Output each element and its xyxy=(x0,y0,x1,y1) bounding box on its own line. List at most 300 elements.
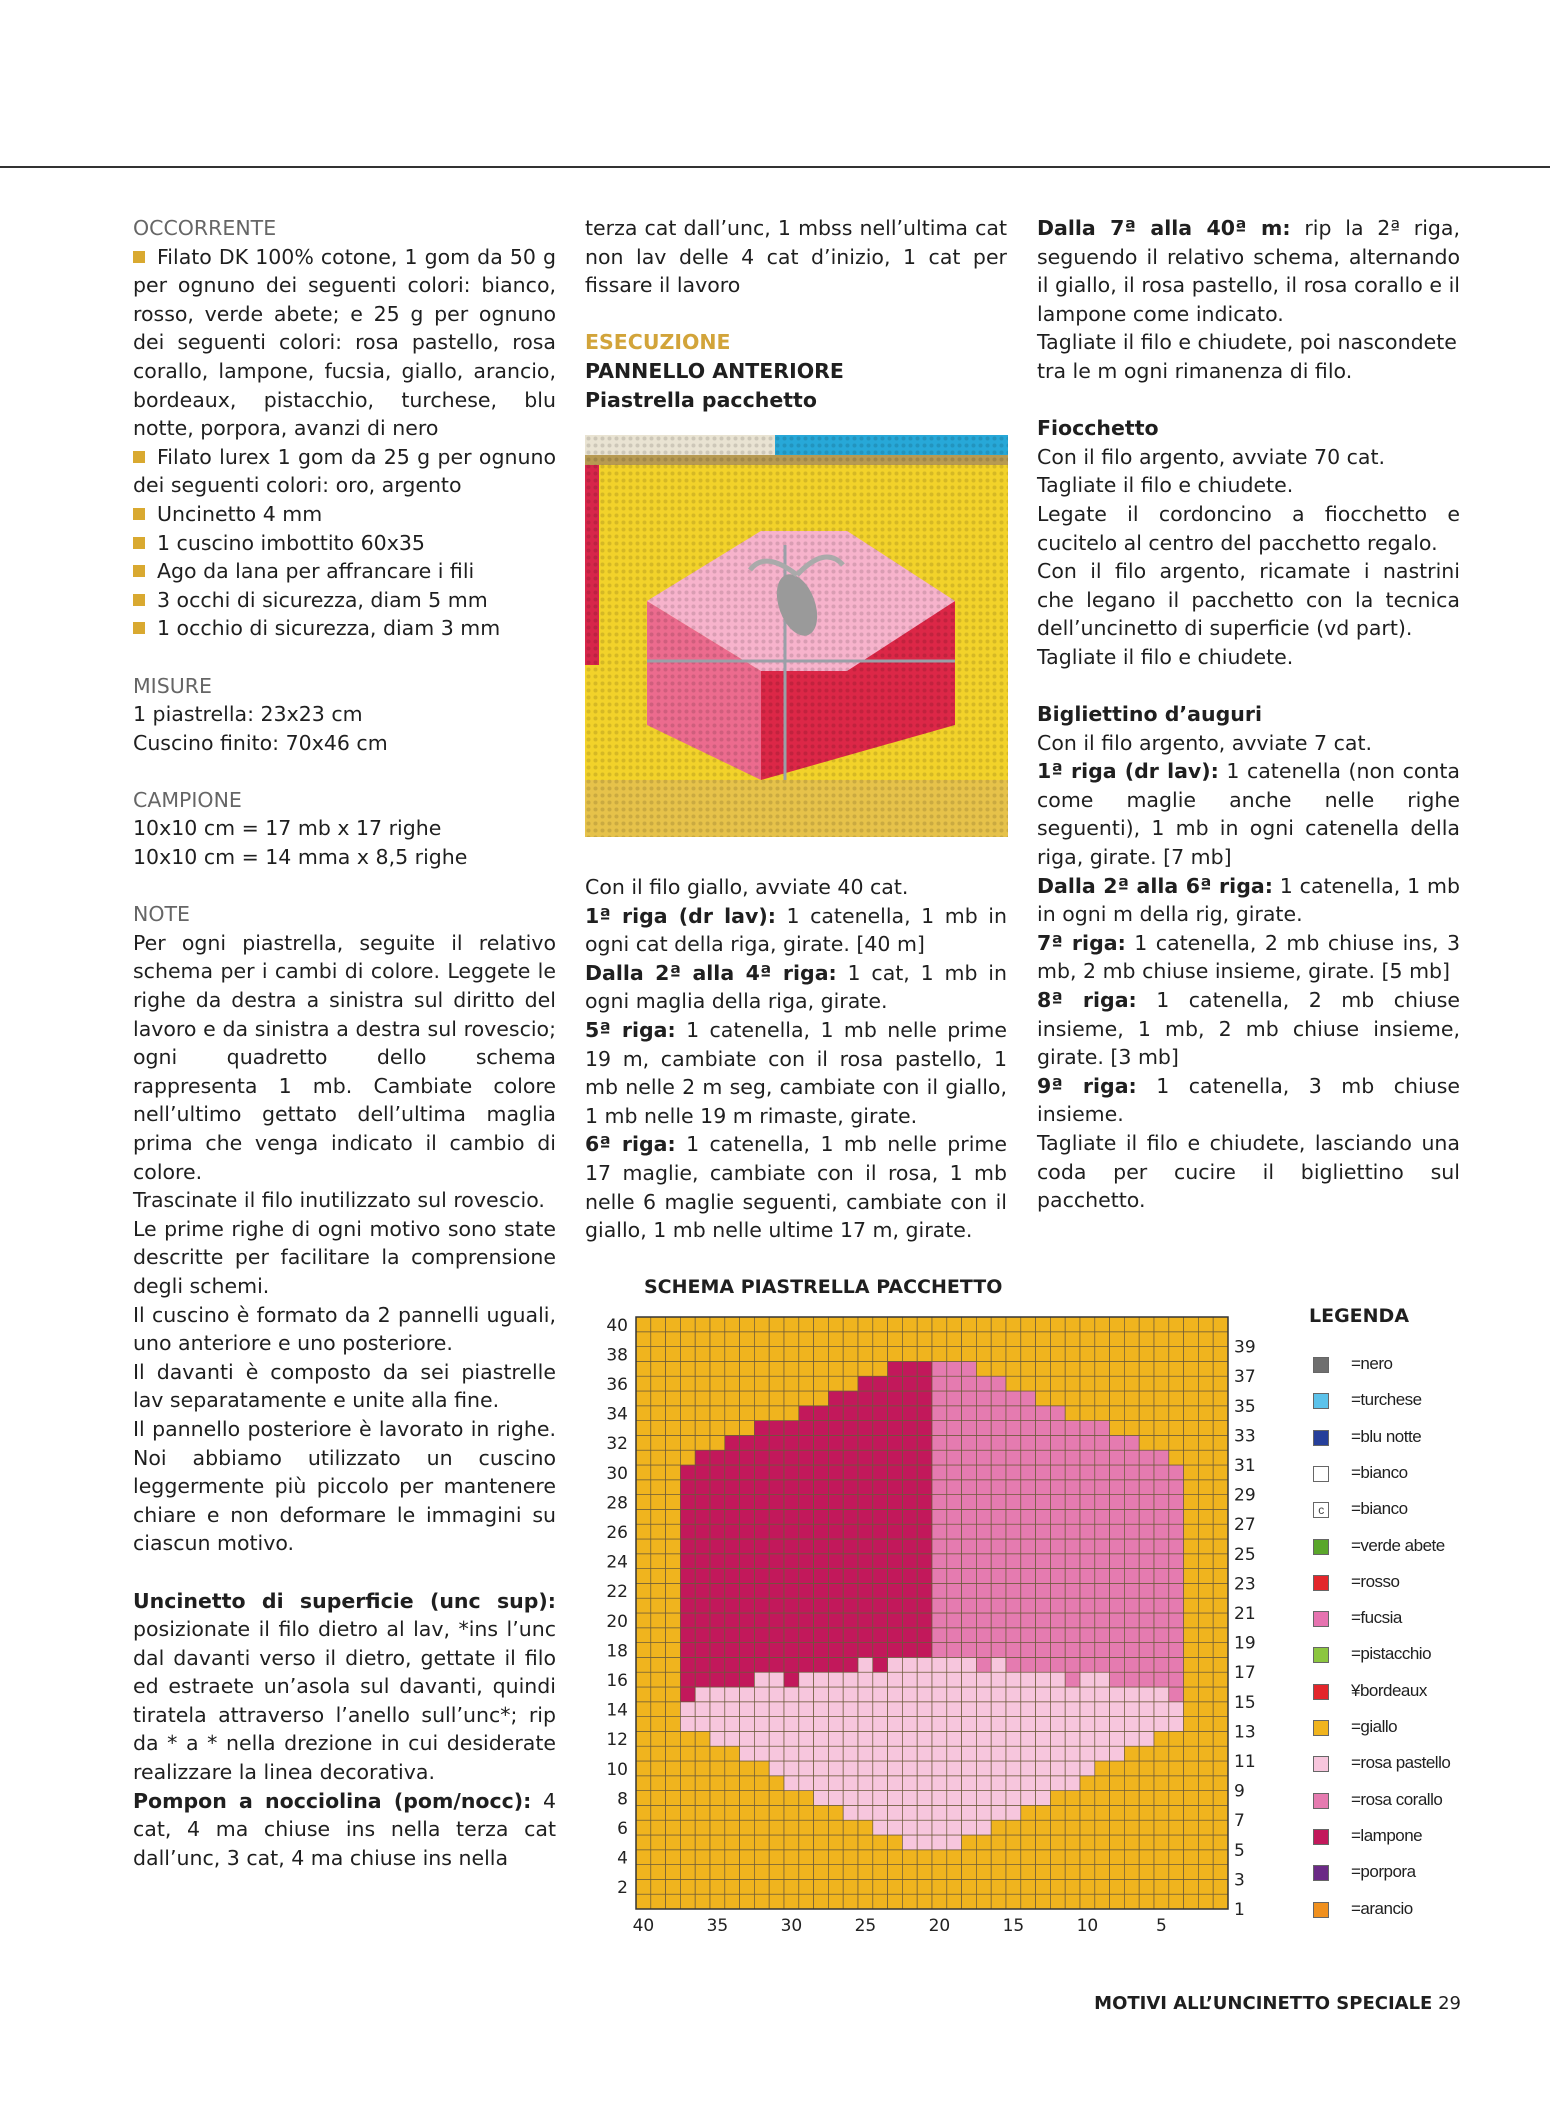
chart-cell xyxy=(873,1894,888,1909)
chart-cell xyxy=(888,1672,903,1687)
chart-cell xyxy=(1124,1598,1139,1613)
chart-cell xyxy=(1198,1643,1213,1658)
chart-cell xyxy=(1154,1361,1169,1376)
chart-cell xyxy=(873,1717,888,1732)
chart-cell xyxy=(962,1376,977,1391)
chart-cell xyxy=(1184,1569,1199,1584)
chart-cell xyxy=(636,1524,651,1539)
chart-cell xyxy=(740,1406,755,1421)
chart-cell xyxy=(651,1509,666,1524)
chart-cell xyxy=(769,1554,784,1569)
chart-cell xyxy=(962,1643,977,1658)
chart-cell xyxy=(1036,1702,1051,1717)
chart-cell xyxy=(947,1672,962,1687)
chart-cell xyxy=(873,1539,888,1554)
chart-cell xyxy=(1050,1894,1065,1909)
chart-cell xyxy=(1139,1539,1154,1554)
chart-cell xyxy=(1065,1791,1080,1806)
chart-cell xyxy=(932,1332,947,1347)
legend-label: =fucsia xyxy=(1351,1608,1402,1628)
chart-cell xyxy=(814,1391,829,1406)
chart-cell xyxy=(769,1465,784,1480)
row-instruction: Dalla 7ª alla 40ª m: rip la 2ª riga, seguendo il relativo schema, alternando il giallo, il rosa pastello, il rosa corallo e il lampone come indicato. xyxy=(1037,216,1460,326)
chart-cell xyxy=(917,1702,932,1717)
chart-cell xyxy=(725,1569,740,1584)
chart-cell xyxy=(947,1583,962,1598)
chart-cell xyxy=(636,1879,651,1894)
chart-cell xyxy=(784,1672,799,1687)
chart-cell xyxy=(814,1791,829,1806)
chart-cell xyxy=(1065,1850,1080,1865)
chart-cell xyxy=(1080,1421,1095,1436)
chart-cell xyxy=(666,1361,681,1376)
chart-cell xyxy=(902,1361,917,1376)
chart-cell xyxy=(636,1465,651,1480)
chart-cell xyxy=(651,1317,666,1332)
chart-cell xyxy=(1095,1347,1110,1362)
chart-cell xyxy=(1021,1687,1036,1702)
chart-cell xyxy=(710,1539,725,1554)
chart-cell xyxy=(888,1361,903,1376)
chart-cell xyxy=(1050,1731,1065,1746)
chart-cell xyxy=(769,1791,784,1806)
chart-cell xyxy=(680,1643,695,1658)
chart-cell xyxy=(710,1376,725,1391)
chart-cell xyxy=(666,1702,681,1717)
chart-cell xyxy=(725,1554,740,1569)
chart-row-label: 34 xyxy=(606,1404,628,1425)
chart-cell xyxy=(695,1894,710,1909)
chart-cell xyxy=(947,1702,962,1717)
chart-cell xyxy=(932,1480,947,1495)
chart-cell xyxy=(991,1820,1006,1835)
chart-cell xyxy=(680,1879,695,1894)
chart-cell xyxy=(917,1495,932,1510)
chart-cell xyxy=(843,1361,858,1376)
chart-cell xyxy=(1184,1317,1199,1332)
chart-cell xyxy=(902,1421,917,1436)
chart-cell xyxy=(991,1628,1006,1643)
chart-cell xyxy=(1110,1554,1125,1569)
chart-cell xyxy=(991,1717,1006,1732)
chart-cell xyxy=(1154,1495,1169,1510)
chart-cell xyxy=(784,1835,799,1850)
chart-cell xyxy=(1110,1791,1125,1806)
chart-cell xyxy=(1036,1791,1051,1806)
chart-cell xyxy=(1139,1583,1154,1598)
chart-cell xyxy=(873,1524,888,1539)
chart-cell xyxy=(695,1554,710,1569)
legend-label: =blu notte xyxy=(1351,1426,1422,1446)
chart-cell xyxy=(725,1613,740,1628)
chart-cell xyxy=(1110,1613,1125,1628)
chart-cell xyxy=(1021,1820,1036,1835)
chart-cell xyxy=(754,1805,769,1820)
chart-cell xyxy=(740,1865,755,1880)
chart-cell xyxy=(799,1761,814,1776)
chart-cell xyxy=(725,1702,740,1717)
chart-cell xyxy=(1080,1598,1095,1613)
chart-cell xyxy=(1021,1332,1036,1347)
chart-cell xyxy=(754,1865,769,1880)
chart-row-label: 2 xyxy=(617,1878,628,1899)
note-paragraph: Il cuscino è formato da 2 pannelli uguali, uno anteriore e uno posteriore. xyxy=(133,1302,556,1356)
campione-line: 10x10 cm = 17 mb x 17 righe xyxy=(133,816,442,841)
chart-cell xyxy=(799,1672,814,1687)
chart-cell xyxy=(917,1672,932,1687)
chart-cell xyxy=(754,1450,769,1465)
chart-cell xyxy=(680,1524,695,1539)
chart-cell xyxy=(1080,1746,1095,1761)
chart-cell xyxy=(962,1731,977,1746)
legend-label: =turchese xyxy=(1351,1390,1422,1410)
chart-cell xyxy=(962,1509,977,1524)
chart-cell xyxy=(1021,1421,1036,1436)
chart-cell xyxy=(962,1421,977,1436)
chart-cell xyxy=(1050,1820,1065,1835)
chart-cell xyxy=(1184,1509,1199,1524)
chart-cell xyxy=(902,1347,917,1362)
chart-cell xyxy=(636,1554,651,1569)
chart-cell xyxy=(1124,1524,1139,1539)
chart-cell xyxy=(858,1569,873,1584)
chart-cell xyxy=(1036,1717,1051,1732)
chart-cell xyxy=(725,1717,740,1732)
chart-cell xyxy=(695,1865,710,1880)
chart-cell xyxy=(725,1657,740,1672)
chart-cell xyxy=(740,1805,755,1820)
chart-cell xyxy=(947,1554,962,1569)
chart-cell xyxy=(1198,1465,1213,1480)
chart-cell xyxy=(873,1347,888,1362)
legend-label: =bianco xyxy=(1351,1499,1408,1519)
chart-cell xyxy=(1124,1865,1139,1880)
chart-cell xyxy=(769,1850,784,1865)
chart-cell xyxy=(666,1569,681,1584)
chart-cell xyxy=(1184,1865,1199,1880)
chart-cell xyxy=(858,1746,873,1761)
chart-cell xyxy=(666,1776,681,1791)
chart-cell xyxy=(1139,1894,1154,1909)
chart-cell xyxy=(873,1480,888,1495)
legend-swatch xyxy=(1313,1865,1329,1881)
chart-cell xyxy=(666,1465,681,1480)
chart-cell xyxy=(1036,1583,1051,1598)
chart-cell xyxy=(1095,1879,1110,1894)
chart-cell xyxy=(1213,1598,1228,1613)
chart-cell xyxy=(1198,1347,1213,1362)
chart-cell xyxy=(1065,1450,1080,1465)
chart-cell xyxy=(1154,1687,1169,1702)
chart-cell xyxy=(636,1672,651,1687)
chart-cell xyxy=(710,1776,725,1791)
chart-cell xyxy=(666,1480,681,1495)
chart-cell xyxy=(769,1361,784,1376)
chart-cell xyxy=(932,1391,947,1406)
chart-cell xyxy=(666,1761,681,1776)
chart-col-label: 15 xyxy=(1002,1916,1025,1936)
chart-cell xyxy=(1036,1643,1051,1658)
chart-cell xyxy=(636,1376,651,1391)
chart-cell xyxy=(1110,1865,1125,1880)
chart-cell xyxy=(843,1524,858,1539)
chart-cell xyxy=(651,1835,666,1850)
chart-cell xyxy=(858,1539,873,1554)
chart-cell xyxy=(888,1598,903,1613)
chart-cell xyxy=(1006,1835,1021,1850)
chart-cell xyxy=(1080,1791,1095,1806)
chart-cell xyxy=(976,1421,991,1436)
chart-cell xyxy=(1080,1539,1095,1554)
chart-cell xyxy=(888,1332,903,1347)
chart-cell xyxy=(1050,1865,1065,1880)
chart-row-label: 22 xyxy=(606,1582,628,1603)
chart-cell xyxy=(1110,1776,1125,1791)
section-head-piastrella: Piastrella pacchetto xyxy=(585,387,817,412)
chart-cell xyxy=(740,1554,755,1569)
chart-cell xyxy=(1213,1613,1228,1628)
fiocchetto-line: Con il filo argento, ricamate i nastrini che legano il pacchetto con la tecnica dell’uncinetto di superficie (vd part). xyxy=(1037,559,1460,641)
chart-cell xyxy=(991,1865,1006,1880)
chart-cell xyxy=(725,1850,740,1865)
chart-cell xyxy=(843,1643,858,1658)
chart-cell xyxy=(873,1687,888,1702)
chart-cell xyxy=(888,1524,903,1539)
chart-cell xyxy=(858,1835,873,1850)
chart-cell xyxy=(976,1495,991,1510)
chart-cell xyxy=(814,1613,829,1628)
fiocchetto-line: Legate il cordoncino a fiocchetto e cucitelo al centro del pacchetto regalo. xyxy=(1037,501,1460,555)
chart-cell xyxy=(843,1776,858,1791)
chart-cell xyxy=(873,1791,888,1806)
chart-cell xyxy=(1080,1376,1095,1391)
chart-cell xyxy=(1095,1361,1110,1376)
chart-row-label: 18 xyxy=(606,1641,628,1662)
chart-cell xyxy=(1006,1554,1021,1569)
chart-cell xyxy=(1095,1332,1110,1347)
chart-cell xyxy=(814,1717,829,1732)
chart-cell xyxy=(1184,1583,1199,1598)
pom-nocc-continued: terza cat dall’unc, 1 mbss nell’ultima cat non lav delle 4 cat d’inizio, 1 cat per fissare il lavoro xyxy=(585,216,1007,298)
chart-cell xyxy=(1169,1613,1184,1628)
chart-cell xyxy=(1095,1539,1110,1554)
chart-cell xyxy=(902,1450,917,1465)
chart-cell xyxy=(1184,1450,1199,1465)
chart-cell xyxy=(932,1465,947,1480)
chart-cell xyxy=(1139,1746,1154,1761)
chart-cell xyxy=(1036,1480,1051,1495)
chart-cell xyxy=(680,1376,695,1391)
chart-cell xyxy=(651,1850,666,1865)
chart-cell xyxy=(636,1361,651,1376)
chart-cell xyxy=(636,1835,651,1850)
chart-cell xyxy=(1110,1643,1125,1658)
chart-cell xyxy=(843,1865,858,1880)
chart-cell xyxy=(1006,1421,1021,1436)
chart-row-label: 40 xyxy=(606,1315,628,1336)
chart-cell xyxy=(1050,1746,1065,1761)
chart-cell xyxy=(769,1805,784,1820)
chart-cell xyxy=(1139,1406,1154,1421)
chart-cell xyxy=(1021,1391,1036,1406)
chart-cell xyxy=(1006,1657,1021,1672)
chart-cell xyxy=(873,1643,888,1658)
chart-cell xyxy=(1065,1702,1080,1717)
chart-cell xyxy=(814,1435,829,1450)
chart-cell xyxy=(636,1791,651,1806)
chart-cell xyxy=(754,1731,769,1746)
chart-cell xyxy=(680,1850,695,1865)
row-instruction: 1ª riga (dr lav): 1 catenella, 1 mb in ogni cat della riga, girate. [40 m] xyxy=(585,903,1007,957)
chart-cell xyxy=(695,1761,710,1776)
chart-cell xyxy=(666,1332,681,1347)
chart-cell xyxy=(799,1791,814,1806)
chart-cell xyxy=(769,1569,784,1584)
chart-cell xyxy=(725,1791,740,1806)
chart-cell xyxy=(1006,1613,1021,1628)
chart-cell xyxy=(651,1702,666,1717)
chart-cell xyxy=(902,1435,917,1450)
chart-cell xyxy=(666,1539,681,1554)
row-instruction: 9ª riga: 1 catenella, 3 mb chiuse insieme. xyxy=(1037,1073,1460,1127)
chart-cell xyxy=(1095,1791,1110,1806)
chart-cell xyxy=(1065,1894,1080,1909)
chart-cell xyxy=(947,1347,962,1362)
chart-cell xyxy=(1198,1524,1213,1539)
chart-cell xyxy=(1021,1672,1036,1687)
chart-cell xyxy=(1169,1376,1184,1391)
chart-cell xyxy=(784,1761,799,1776)
chart-cell xyxy=(1124,1657,1139,1672)
chart-cell xyxy=(1110,1450,1125,1465)
chart-cell xyxy=(843,1628,858,1643)
chart-cell xyxy=(740,1524,755,1539)
chart-cell xyxy=(814,1332,829,1347)
chart-cell xyxy=(1036,1554,1051,1569)
chart-cell xyxy=(1006,1820,1021,1835)
chart-cell xyxy=(843,1805,858,1820)
chart-cell xyxy=(814,1480,829,1495)
chart-cell xyxy=(1006,1391,1021,1406)
chart-cell xyxy=(680,1687,695,1702)
photo-gift-tile xyxy=(585,435,1008,837)
material-item: Filato lurex 1 gom da 25 g per ognuno dei seguenti colori: oro, argento xyxy=(133,444,556,498)
chart-cell xyxy=(725,1820,740,1835)
chart-cell xyxy=(710,1628,725,1643)
chart-cell xyxy=(710,1657,725,1672)
legend-swatch xyxy=(1313,1466,1329,1482)
chart-cell xyxy=(858,1317,873,1332)
chart-cell xyxy=(1095,1776,1110,1791)
chart-cell xyxy=(695,1598,710,1613)
chart-cell xyxy=(962,1717,977,1732)
chart-cell xyxy=(976,1376,991,1391)
chart-cell xyxy=(1139,1672,1154,1687)
chart-cell xyxy=(1154,1569,1169,1584)
chart-cell xyxy=(799,1805,814,1820)
chart-cell xyxy=(962,1495,977,1510)
material-item: 1 occhio di sicurezza, diam 3 mm xyxy=(133,614,556,643)
chart-cell xyxy=(888,1687,903,1702)
chart-cell xyxy=(1021,1435,1036,1450)
chart-cell xyxy=(680,1894,695,1909)
chart-cell xyxy=(1198,1317,1213,1332)
chart-cell xyxy=(1110,1435,1125,1450)
chart-cell xyxy=(1184,1465,1199,1480)
chart-cell xyxy=(843,1672,858,1687)
chart-cell xyxy=(858,1628,873,1643)
chart-cell xyxy=(888,1746,903,1761)
chart-cell xyxy=(873,1509,888,1524)
chart-cell xyxy=(858,1687,873,1702)
row-instruction: Dalla 2ª alla 6ª riga: 1 catenella, 1 mb in ogni m della rig, girate. xyxy=(1037,873,1460,927)
chart-cell xyxy=(1110,1539,1125,1554)
chart-cell xyxy=(799,1361,814,1376)
chart-cell xyxy=(1124,1361,1139,1376)
chart-cell xyxy=(636,1865,651,1880)
chart-cell xyxy=(917,1539,932,1554)
chart-cell xyxy=(1080,1835,1095,1850)
chart-cell xyxy=(932,1672,947,1687)
chart-cell xyxy=(1006,1539,1021,1554)
chart-cell xyxy=(725,1376,740,1391)
chart-cell xyxy=(917,1865,932,1880)
chart-row-label: 10 xyxy=(606,1759,628,1780)
chart-col-label: 35 xyxy=(706,1916,729,1936)
chart-cell xyxy=(1036,1687,1051,1702)
chart-cell xyxy=(1154,1613,1169,1628)
note-paragraph: Il davanti è composto da sei piastrelle lav separatamente e unite alla fine. xyxy=(133,1359,556,1413)
chart-cell xyxy=(947,1480,962,1495)
chart-cell xyxy=(651,1480,666,1495)
chart-cell xyxy=(1139,1835,1154,1850)
legend-swatch xyxy=(1313,1684,1329,1700)
chart-cell xyxy=(932,1702,947,1717)
chart-cell xyxy=(1006,1376,1021,1391)
chart-cell xyxy=(1184,1731,1199,1746)
chart-cell xyxy=(828,1628,843,1643)
chart-cell xyxy=(888,1450,903,1465)
chart-cell xyxy=(873,1672,888,1687)
chart-cell xyxy=(1139,1554,1154,1569)
chart-cell xyxy=(1184,1746,1199,1761)
chart-cell xyxy=(754,1539,769,1554)
chart-cell xyxy=(769,1879,784,1894)
chart-cell xyxy=(710,1731,725,1746)
chart-cell xyxy=(1080,1435,1095,1450)
chart-cell xyxy=(1006,1317,1021,1332)
chart-row-label: 33 xyxy=(1234,1426,1256,1447)
chart-cell xyxy=(976,1450,991,1465)
chart-cell xyxy=(991,1643,1006,1658)
chart-cell xyxy=(991,1539,1006,1554)
chart-cell xyxy=(1065,1376,1080,1391)
chart-cell xyxy=(917,1628,932,1643)
chart-cell xyxy=(1198,1657,1213,1672)
chart-cell xyxy=(710,1361,725,1376)
chart-cell xyxy=(784,1376,799,1391)
chart-cell xyxy=(932,1850,947,1865)
chart-cell xyxy=(1080,1391,1095,1406)
chart-cell xyxy=(1124,1450,1139,1465)
chart-cell xyxy=(1050,1805,1065,1820)
chart-cell xyxy=(1213,1583,1228,1598)
chart-cell xyxy=(651,1776,666,1791)
legend-label: =rosa pastello xyxy=(1351,1753,1451,1773)
chart-cell xyxy=(799,1865,814,1880)
chart-cell xyxy=(1154,1761,1169,1776)
chart-cell xyxy=(962,1332,977,1347)
